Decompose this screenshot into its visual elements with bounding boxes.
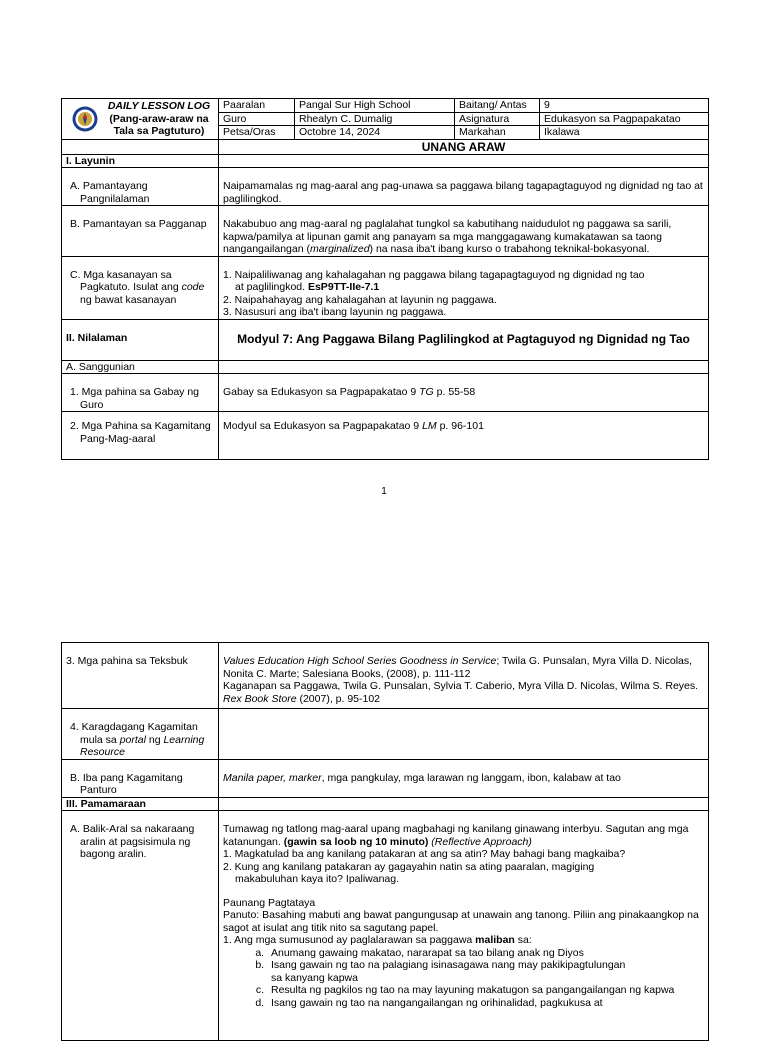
- kasanayan-item-2: 2. Naipahahayag ang kahalagahan at layunin ng paggawa.: [223, 293, 497, 306]
- markahan-label: Markahan: [455, 126, 540, 140]
- paunang-pagtataya: Paunang Pagtataya: [223, 896, 316, 909]
- label-text: A. Balik-Aral sa nakaraang aralin at pagsisimula ng bagong aralin.: [70, 823, 195, 860]
- text-part: Gabay sa Edukasyon sa Pagpapakatao 9: [223, 386, 420, 398]
- label-text: 2. Mga Pahina sa Kagamitang Pang-Mag-aaral: [70, 420, 211, 445]
- teksbuk-ref-2: [223, 680, 704, 705]
- pamantayan-sa-pagganap-text: [219, 206, 709, 257]
- sanggunian-label: A. Sanggunian: [62, 360, 219, 374]
- blank-cell: [219, 360, 709, 374]
- label-text: [66, 721, 214, 759]
- text-italic: Manila paper, marker: [223, 771, 322, 784]
- text-italic: portal: [119, 733, 146, 746]
- pamantayan-sa-pagganap-label: [62, 206, 219, 257]
- text-part: sa kanyang kapwa: [271, 971, 358, 984]
- paaralan-value: Pangal Sur High School: [295, 99, 455, 113]
- guro-label: Guro: [219, 112, 295, 126]
- layunin-heading: I. Layunin: [62, 154, 219, 168]
- text-part: 4. Karagdagang Kagamitan mula sa: [70, 721, 198, 746]
- gabay-label: [62, 374, 219, 412]
- text-part: ) na nasa iba't ibang kurso o trabahong teknikal-bokasyonal.: [369, 243, 650, 255]
- text-bold: (gawin sa loob ng 10 minuto): [283, 835, 429, 848]
- balik-intro: [223, 823, 704, 848]
- markahan-value: Ikalawa: [540, 126, 709, 140]
- nilalaman-heading: II. Nilalaman: [62, 319, 219, 360]
- day-title: UNANG ARAW: [219, 139, 709, 154]
- blank-cell: [219, 797, 709, 811]
- text-part: p. 96-101: [436, 420, 484, 432]
- baitang-value: 9: [540, 99, 709, 113]
- asignatura-value: Edukasyon sa Pagpapakatao: [540, 112, 709, 126]
- guro-value: Rhealyn C. Dumalig: [295, 112, 455, 126]
- petsa-value: Octobre 14, 2024: [295, 126, 455, 140]
- pamamaraan-heading: III. Pamamaraan: [62, 797, 219, 811]
- teksbuk-label: 3. Mga pahina sa Teksbuk: [62, 643, 219, 709]
- blank-cell: [62, 139, 219, 154]
- teksbuk-text: [219, 643, 709, 709]
- text-italic: TG: [419, 386, 434, 398]
- text-part: C. Mga kasanayan sa Pagkatuto. Isulat ang: [70, 268, 182, 293]
- text-italic: Values Education High School Series Goodness in Service: [223, 655, 497, 667]
- question-1: 1. Magkatulad ba ang kanilang patakaran at ang sa atin? May bahagi bang magkaiba?: [223, 848, 626, 860]
- text-part: Tumawag ng tatlong mag-aaral upang magbahagi ng kanilang ginawang interbyu. Sagutan ang mga katanungan.: [223, 823, 689, 848]
- paaralan-label: Paaralan: [219, 99, 295, 113]
- label-text: A. Pamantayang Pangnilalaman: [70, 180, 150, 205]
- choice-c: c. Resulta ng pagkilos ng tao na may layuning makatugon sa pangangailangan ng kapwa: [267, 984, 704, 997]
- lesson-log-table-2: [61, 642, 709, 1041]
- choice-d: d. Isang gawain ng tao na nangangailangan ng orihinalidad, pagkukusa at: [267, 997, 704, 1010]
- text-italic: LM: [422, 420, 437, 432]
- pamantayang-pangnilalaman-text: Naipamamalas ng mag-aaral ang pag-unawa sa paggawa bilang tagapagtaguyod ng dignidad ng tao at paglilingkod.: [219, 168, 709, 206]
- text-part: , mga pangkulay, mga larawan ng langgam, ibon, kalabaw at tao: [321, 771, 621, 784]
- text-part: (2007), p. 95-102: [296, 692, 381, 705]
- text-part: Isang gawain ng tao na palagiang isinasagawa nang may pakikipagtulungan: [271, 959, 626, 971]
- teksbuk-ref-1: [223, 655, 704, 680]
- header-title: [102, 100, 216, 138]
- gabay-text: [219, 374, 709, 412]
- question-2: 2. Kung ang kanilang patakaran ay gagayahin natin sa ating paaralan, magiging: [223, 860, 595, 873]
- question-2b: makabuluhan kaya ito? Ipaliwanag.: [235, 873, 400, 885]
- baitang-label: Baitang/ Antas: [455, 99, 540, 113]
- header-title-cell: [62, 99, 219, 140]
- text-italic: Learning Resource: [80, 733, 205, 758]
- page-1: [61, 98, 708, 460]
- lm-label: [62, 412, 219, 460]
- label-text: B. Pamantayan sa Pagganap: [70, 218, 207, 230]
- text-italic: Rex Book Store: [223, 692, 297, 705]
- kasanayan-list: [219, 256, 709, 319]
- title-line-1: DAILY LESSON LOG: [107, 100, 211, 112]
- asignatura-label: Asignatura: [455, 112, 540, 126]
- text-part: p. 55-58: [433, 386, 476, 398]
- petsa-label: Petsa/Oras: [219, 126, 295, 140]
- deped-seal-icon: [72, 106, 98, 132]
- lm-text: [219, 412, 709, 460]
- iba-label: [62, 759, 219, 797]
- text-part: Kaganapan sa Paggawa, Twila G. Punsalan, Sylvia T. Caberio, Myra Villa D. Nicolas, Wilma S. Reyes.: [223, 680, 699, 692]
- iba-text: [219, 759, 709, 797]
- text-italic: marginalized: [310, 243, 370, 255]
- kasanayan-item-3: 3. Nasusuri ang iba't ibang layunin ng paggawa.: [223, 306, 447, 318]
- text-part: at paglilingkod.: [235, 281, 308, 293]
- kasanayan-label: [62, 256, 219, 319]
- text-italic: (Reflective Approach): [428, 835, 532, 848]
- text-part: sa:: [514, 934, 532, 946]
- text-part: Nakabubuo ang mag-aaral ng paglalahat tungkol sa kabutihang naidudulot ng paggawa sa sarili, kapwa/pamilya at lipunan gamit ang panayam sa mga manggagawang kumakatawan sa taong nangangailangan (: [223, 218, 672, 255]
- text-part: ng bawat kasanayan: [80, 293, 177, 306]
- page-2: [61, 642, 708, 1041]
- balik-aral-label: [62, 811, 219, 1041]
- label-text: B. Iba pang Kagamitang Panturo: [70, 771, 183, 796]
- title-line-2: (Pang-araw-araw na: [109, 112, 209, 125]
- choice-list: [223, 947, 704, 1010]
- text-part: ng: [145, 733, 164, 746]
- title-line-3: Tala sa Pagtuturo): [113, 125, 205, 137]
- page-number: 1: [381, 486, 387, 497]
- label-text: [66, 269, 214, 307]
- lesson-log-table-1: [61, 98, 709, 460]
- text-italic: code: [181, 281, 205, 293]
- choice-a: a. Anumang gawaing makatao, nararapat sa tao bilang anak ng Diyos: [267, 947, 704, 960]
- modyul-title: Modyul 7: Ang Paggawa Bilang Paglilingkod at Pagtaguyod ng Dignidad ng Tao: [219, 319, 709, 360]
- panuto: Panuto: Basahing mabuti ang bawat pangungusap at unawain ang tanong. Piliin ang pinakaangkop na sagot at isulat ang titik nito sa sagutang papel.: [223, 909, 699, 934]
- learning-code: EsP9TT-IIe-7.1: [307, 281, 380, 293]
- blank-cell: [219, 709, 709, 760]
- label-text: 1. Mga pahina sa Gabay ng Guro: [70, 386, 200, 411]
- spacer: [223, 886, 704, 897]
- karagdagan-label: [62, 709, 219, 760]
- balik-aral-text: [219, 811, 709, 1041]
- kasanayan-item-1b: [223, 281, 704, 294]
- item-1: [223, 934, 704, 947]
- kasanayan-item-1: 1. Naipaliliwanag ang kahalagahan ng paggawa bilang tagapagtaguyod ng dignidad ng tao: [223, 268, 645, 281]
- blank-cell: [219, 154, 709, 168]
- text-part: Modyul sa Edukasyon sa Pagpapakatao 9: [223, 420, 423, 432]
- text-part: ; Twila G. Punsalan, Myra Villa D. Nicolas, Nonita C. Marte; Salesiana Books, (2008), p. 111-112: [223, 655, 693, 680]
- text-part: 1. Ang mga sumusunod ay paglalarawan sa paggawa: [223, 934, 476, 946]
- pamantayang-pangnilalaman-label: [62, 168, 219, 206]
- choice-b: [267, 959, 704, 984]
- text-bold: maliban: [475, 934, 515, 946]
